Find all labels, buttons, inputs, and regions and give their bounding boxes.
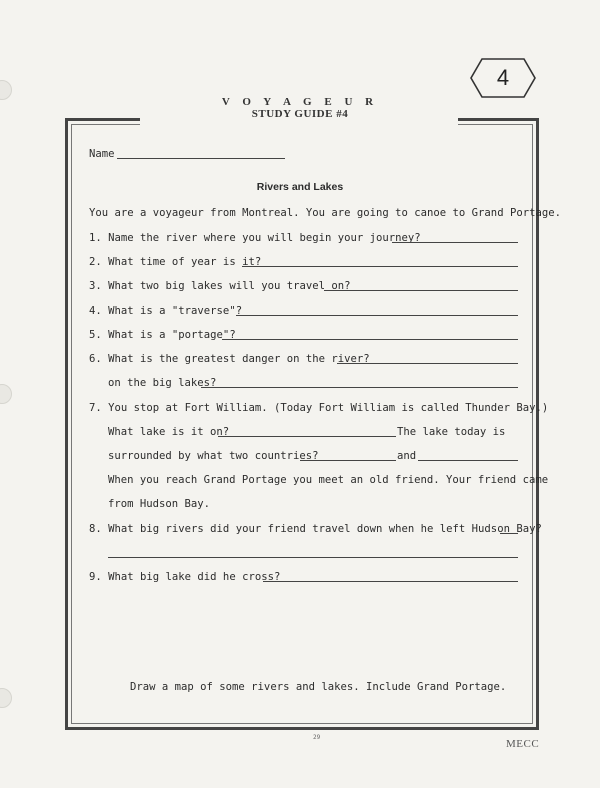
- question-3: 3. What two big lakes will you travel on?: [89, 280, 351, 292]
- question-7-friend: When you reach Grand Portage you meet an old friend. Your friend came: [108, 474, 549, 486]
- section-heading: Rivers and Lakes: [256, 181, 344, 193]
- question-7-countries: surrounded by what two countries?: [108, 450, 319, 462]
- answer-8-field-start[interactable]: [500, 533, 518, 534]
- draw-map-prompt: Draw a map of some rivers and lakes. Include Grand Portage.: [130, 681, 507, 693]
- page-number: 29: [313, 734, 321, 741]
- question-2: 2. What time of year is it?: [89, 256, 262, 268]
- answer-2-field[interactable]: [242, 266, 518, 267]
- question-7-lake: What lake is it on?: [108, 426, 230, 438]
- guide-number: 4: [496, 65, 510, 90]
- question-4: 4. What is a "traverse"?: [89, 305, 243, 317]
- name-field[interactable]: [117, 158, 285, 159]
- question-6-lakes: on the big lakes?: [108, 377, 217, 389]
- answer-5-field[interactable]: [222, 339, 518, 340]
- name-label: Name: [89, 148, 115, 160]
- question-8: 8. What big rivers did your friend travel down when he left Hudson Bay?: [89, 523, 542, 535]
- map-drawing-area[interactable]: [80, 595, 524, 673]
- answer-6-lakes-field[interactable]: [201, 387, 518, 388]
- answer-4-field[interactable]: [236, 315, 518, 316]
- answer-9-field[interactable]: [263, 581, 518, 582]
- answer-6-river-field[interactable]: [337, 363, 518, 364]
- publisher-label: MECC: [506, 738, 540, 750]
- answer-3-field[interactable]: [324, 290, 518, 291]
- answer-7-country-2-field[interactable]: [418, 460, 518, 461]
- binder-hole-bottom: [0, 688, 12, 708]
- question-7: 7. You stop at Fort William. (Today Fort William is called Thunder Bay.): [89, 402, 549, 414]
- answer-7-lake-field[interactable]: [218, 436, 396, 437]
- question-7-hudson: from Hudson Bay.: [108, 498, 211, 510]
- answer-8-field[interactable]: [108, 557, 518, 558]
- question-7-and: and: [397, 450, 417, 462]
- question-5: 5. What is a "portage"?: [89, 329, 236, 341]
- binder-hole-middle: [0, 384, 12, 404]
- answer-1-field[interactable]: [392, 242, 518, 243]
- answer-7-country-1-field[interactable]: [300, 460, 396, 461]
- question-9: 9. What big lake did he cross?: [89, 571, 281, 583]
- intro-text: You are a voyageur from Montreal. You are going to canoe to Grand Portage.: [89, 207, 561, 219]
- page-subtitle: STUDY GUIDE #4: [251, 108, 349, 120]
- page-title: V O Y A G E U R: [221, 96, 379, 108]
- question-7-lake-tail: The lake today is: [397, 426, 506, 438]
- question-1: 1. Name the river where you will begin your journey?: [89, 232, 421, 244]
- question-6: 6. What is the greatest danger on the river?: [89, 353, 370, 365]
